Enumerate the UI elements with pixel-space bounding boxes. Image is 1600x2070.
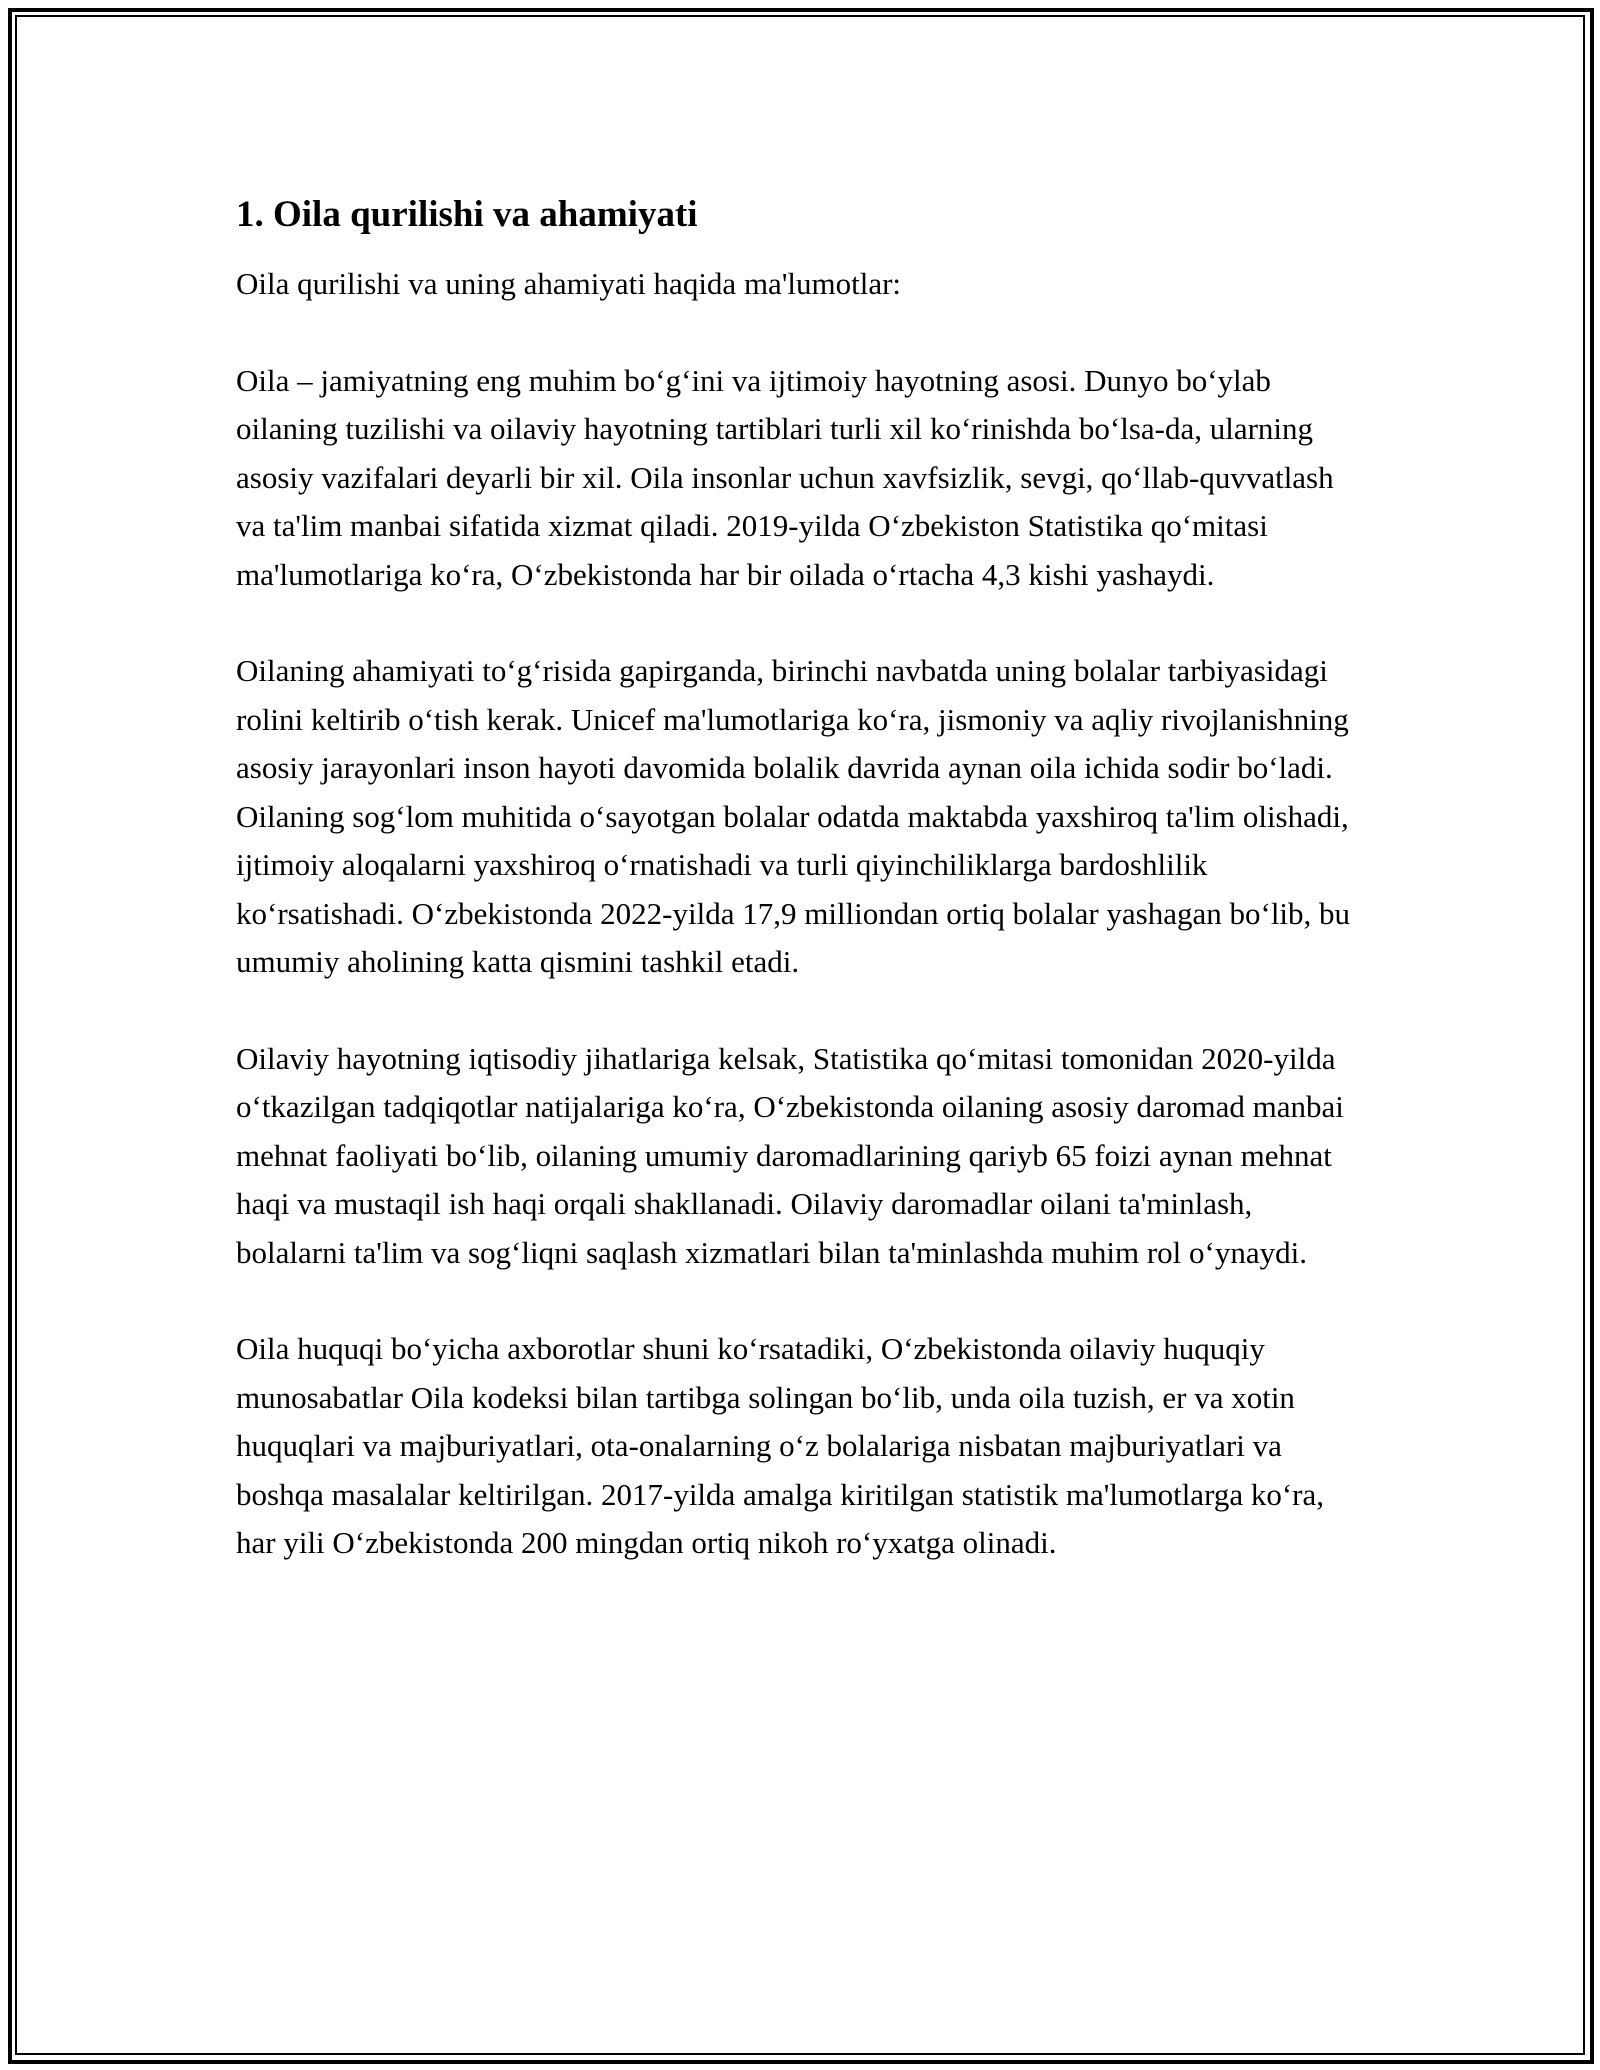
section-title: 1. Oila qurilishi va ahamiyati — [236, 194, 698, 235]
intro-text: Oila qurilishi va uning ahamiyati haqida ma'lumotlar: — [236, 266, 902, 301]
paragraph-family-definition: Oila – jamiyatning eng muhim bo‘g‘ini va ijtimoiy hayotning asosi. Dunyo bo‘ylab oilaning tuzilishi va oilaviy hayotning tartiblari turli xil ko‘rinishda bo‘lsa-da, ularning asosiy vazifalari deyarli bir xil. Oila insonlar uchun xavfsizlik, sevgi, qo‘llab-quvvatlash va ta'lim manbai sifatida xizmat qiladi. 2019-yilda O‘zbekiston Statistika qo‘mitasi ma'lumotlariga ko‘ra, O‘zbekistonda har bir oilada o‘rtacha 4,3 kishi yashaydi. — [236, 362, 1334, 592]
paragraph-child-upbringing: Oilaning ahamiyati to‘g‘risida gapirganda, birinchi navbatda uning bolalar tarbiyasidagi rolini keltirib o‘tish kerak. Unicef ma'lumotlariga ko‘ra, jismoniy va aqliy rivojlanishning asosiy jarayonlari inson hayoti davomida bolalik davrida aynan oila ichida sodir bo‘ladi. Oilaning sog‘lom muhitida o‘sayotgan bolalar odatda maktabda yaxshiroq ta'lim olishadi, ijtimoiy aloqalarni yaxshiroq o‘rnatishadi va turli qiyinchiliklarga bardoshlilik ko‘rsatishadi. O‘zbekistonda 2022-yilda 17,9 milliondan ortiq bolalar yashagan bo‘lib, bu umumiy aholining katta qismini tashkil etadi. — [236, 653, 1351, 979]
paragraph-economic-aspects: Oilaviy hayotning iqtisodiy jihatlariga kelsak, Statistika qo‘mitasi tomonidan 2020-yilda o‘tkazilgan tadqiqotlar natijalariga ko‘ra, O‘zbekistonda oilaning asosiy daromad manbai mehnat faoliyati bo‘lib, oilaning umumiy daromadlarining qariyb 65 foizi aynan mehnat haqi va mustaqil ish haqi orqali shakllanadi. Oilaviy daromadlar oilani ta'minlash, bolalarni ta'lim va sog‘liqni saqlash xizmatlari bilan ta'minlashda muhim rol o‘ynaydi. — [236, 1040, 1344, 1270]
paragraph-family-law: Oila huquqi bo‘yicha axborotlar shuni ko‘rsatadiki, O‘zbekistonda oilaviy huquqiy munosabatlar Oila kodeksi bilan tartibga solingan bo‘lib, unda oila tuzish, er va xotin huquqlari va majburiyatlari, ota-onalarning o‘z bolalariga nisbatan majburiyatlari va boshqa masalalar keltirilgan. 2017-yilda amalga kiritilgan statistik ma'lumotlarga ko‘ra, har yili O‘zbekistonda 200 mingdan ortiq nikoh ro‘yxatga olinadi. — [236, 1331, 1324, 1560]
document-body — [236, 188, 1366, 1568]
